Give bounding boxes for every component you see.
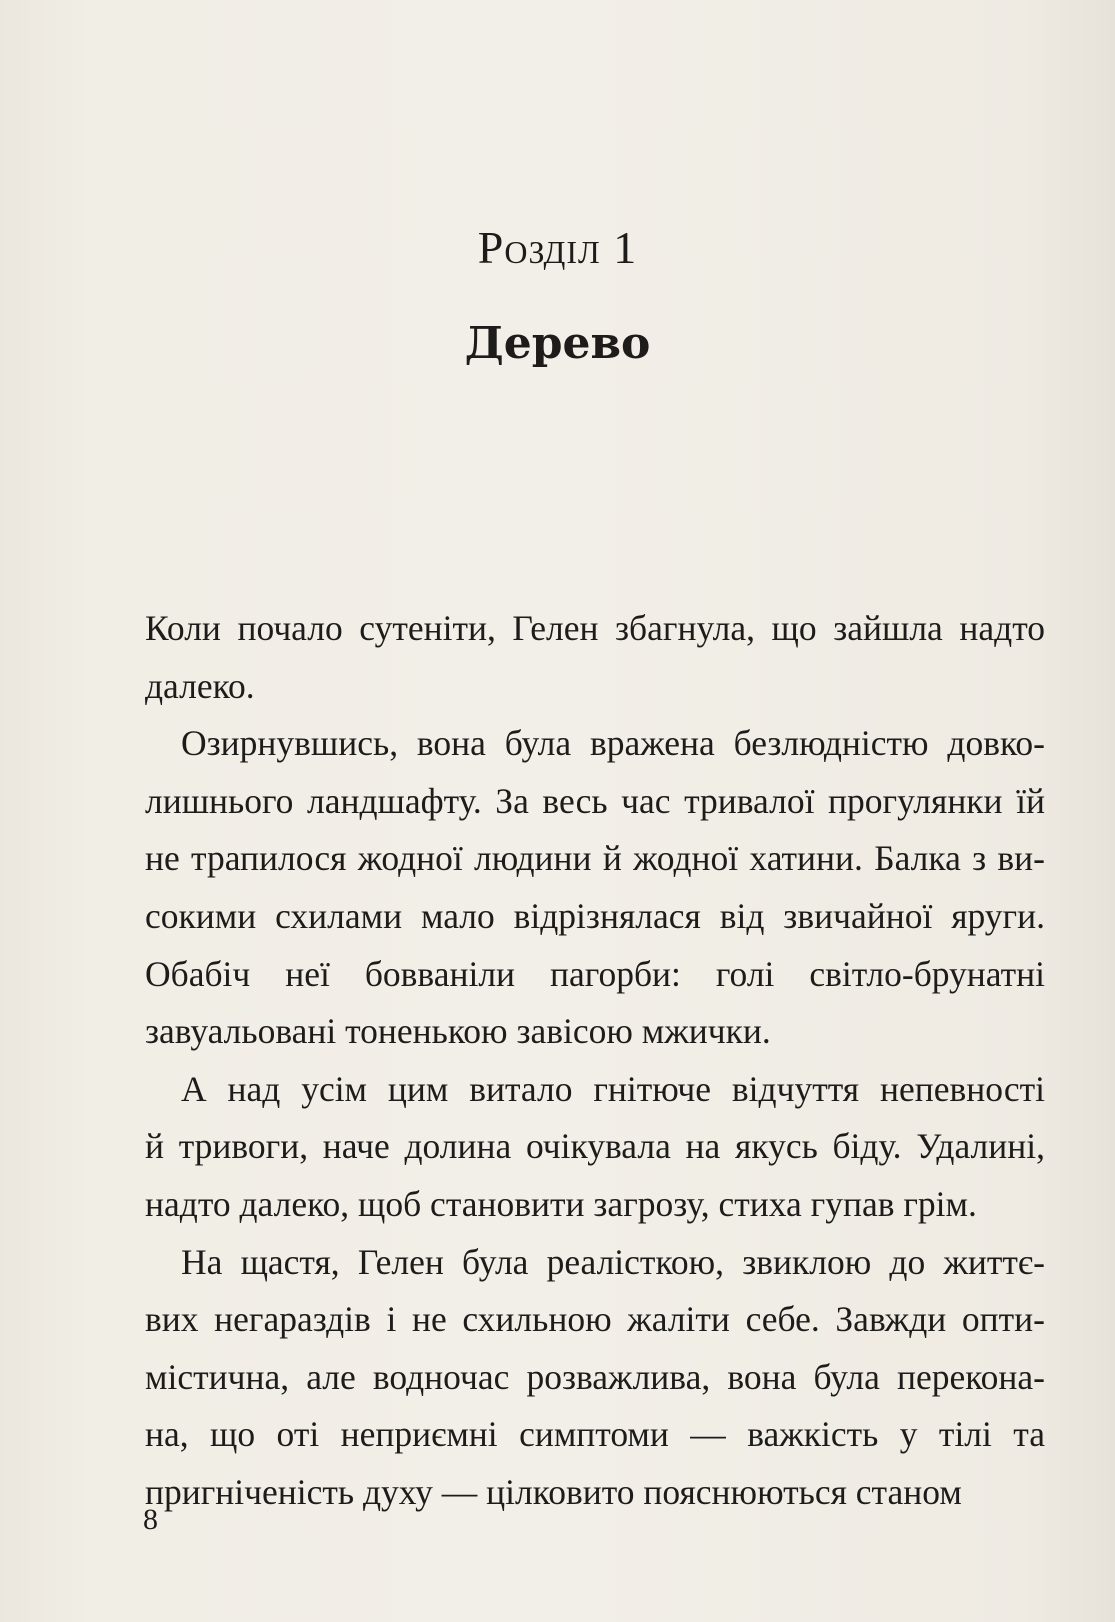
text-line: сокими схилами мало відрізнялася від звичайної яруги. xyxy=(145,895,1045,936)
text-line: містична, але водночас розважлива, вона була перекона- xyxy=(145,1356,1045,1397)
text-line: завуальовані тоненькою завісою мжички. xyxy=(145,1011,771,1052)
chapter-label-text: Розділ 1 xyxy=(477,222,638,273)
paragraph xyxy=(145,1061,1045,1234)
text-line: лишнього ландшафту. За весь час тривалої прогулянки їй xyxy=(145,780,1045,821)
text-line: пригніченість духу — цілковито пояснюються станом xyxy=(145,1471,962,1512)
paragraph xyxy=(145,715,1045,1061)
text-line: вих негараздів і не схильною жаліти себе. Завжди опти- xyxy=(145,1299,1045,1340)
chapter-label xyxy=(0,218,1115,278)
page-number: 8 xyxy=(143,1503,158,1536)
text-line: Озирнувшись, вона була вражена безлюдністю довко- xyxy=(181,723,1045,764)
text-line: не трапилося жодної людини й жодної хатини. Балка з ви- xyxy=(145,838,1045,879)
text-line: Коли почало сутеніти, Гелен збагнула, що зайшла надто xyxy=(145,608,1045,648)
text-line: Обабіч неї бовваніли пагорби: голі світло-брунатні xyxy=(145,953,1045,994)
text-line: надто далеко, щоб становити загрозу, стиха гупав грім. xyxy=(145,1183,977,1224)
paragraph xyxy=(145,1234,1045,1522)
body-text xyxy=(145,600,1045,1522)
chapter-title: Дерево xyxy=(464,318,651,369)
text-line: На щастя, Гелен була реалісткою, звиклою до життє- xyxy=(181,1241,1045,1282)
text-line: А над усім цим витало гнітюче відчуття непевності xyxy=(181,1068,1045,1109)
paragraph xyxy=(145,600,1045,715)
text-line: й тривоги, наче долина очікувала на якусь біду. Удалині, xyxy=(145,1126,1045,1167)
text-line: далеко. xyxy=(145,665,255,706)
text-line: на, що оті неприємні симптоми — важкість у тілі та xyxy=(145,1414,1045,1455)
